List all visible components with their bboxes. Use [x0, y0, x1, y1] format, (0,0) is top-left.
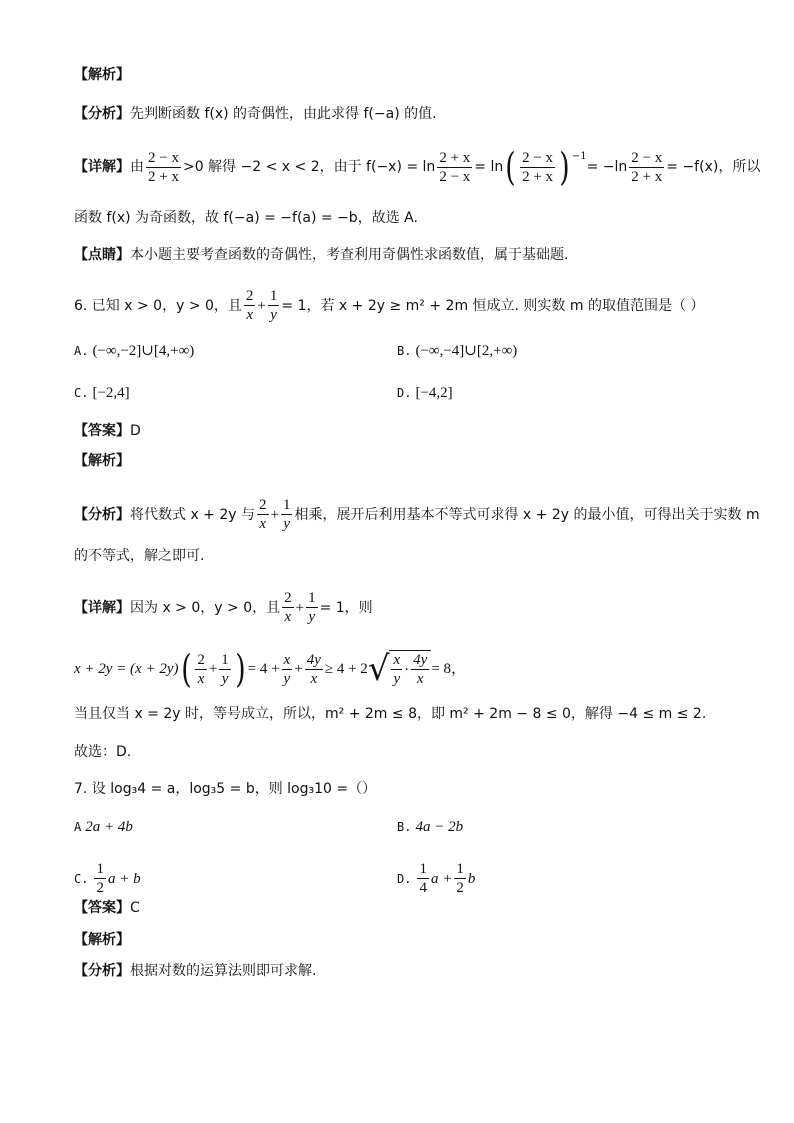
plus-sign: +	[270, 506, 279, 523]
detail-6-text-a: 因为 x > 0，y > 0，且	[130, 599, 281, 616]
fraction	[195, 651, 207, 688]
detail-6-line3	[74, 703, 706, 725]
option-label: C.	[74, 871, 89, 886]
fraction-den: y	[283, 670, 291, 687]
fraction	[146, 149, 181, 186]
answer-6	[74, 420, 141, 442]
option-6-d	[397, 382, 453, 404]
fraction-num: 2	[197, 651, 205, 668]
option-label: B.	[397, 820, 412, 834]
exponent: −1	[571, 151, 587, 162]
analysis-6-line1	[74, 496, 760, 533]
section-jiexi-6	[74, 450, 130, 472]
detail-5-text-c: = ln	[474, 159, 504, 175]
option-text: [−4,2]	[415, 385, 453, 401]
option-text: 4a − 2b	[415, 819, 464, 835]
detail-6-line1	[74, 589, 373, 626]
fraction	[257, 496, 269, 533]
fraction	[94, 860, 106, 897]
option-text-a: a +	[430, 870, 453, 887]
fraction-num: 4y	[306, 651, 321, 668]
analysis-6-text-b: 相乘，展开后利用基本不等式可求得 x + 2y 的最小值，可得出关于实数 m	[294, 506, 760, 523]
fraction-num: 2 − x	[522, 149, 554, 166]
left-paren: (	[505, 145, 516, 189]
fraction-den: 4	[419, 880, 427, 896]
option-7-d	[397, 860, 475, 897]
section-jiexi-5	[74, 64, 130, 86]
question-6-stem-a: 6. 已知 x > 0，y > 0，且	[74, 297, 242, 314]
tag-daan: 【答案】	[74, 423, 130, 439]
fraction-num: 2 − x	[631, 149, 663, 166]
plus-sign: +	[257, 297, 266, 314]
detail-6-text-b: = 1，则	[319, 599, 373, 616]
plus-sign: +	[294, 661, 303, 677]
analysis-6-text-a: 将代数式 x + 2y 与	[130, 506, 256, 523]
tag-jiexi: 【解析】	[74, 932, 130, 948]
fraction-num: 2	[245, 288, 254, 304]
option-text: [−2,4]	[92, 385, 130, 401]
fraction	[417, 860, 429, 897]
option-text: 2a + 4b	[85, 819, 133, 835]
fraction	[520, 149, 555, 186]
fraction	[629, 149, 664, 186]
answer-6-value: D	[130, 423, 141, 439]
fraction-num: 1	[269, 288, 278, 304]
option-label: A	[74, 820, 82, 834]
detail-5-text-e: = −f(x)，所以	[666, 159, 761, 175]
option-label: D.	[397, 386, 412, 400]
tag-fenxi: 【分析】	[74, 963, 130, 979]
choose-6-text: 故选：D.	[74, 744, 132, 760]
fraction-num: x	[283, 651, 291, 668]
fraction	[281, 496, 293, 533]
option-7-b	[397, 816, 463, 838]
fraction-den: 2 − x	[439, 168, 471, 185]
question-7-stem-text: 7. 设 log₃4 = a，log₃5 = b，则 log₃10 =（）	[74, 781, 377, 797]
fraction-num: 1	[221, 651, 229, 668]
choose-6	[74, 741, 131, 763]
plus-sign: +	[295, 599, 305, 616]
analysis-7-text: 根据对数的运算法则即可求解.	[130, 963, 317, 979]
analysis-5-text: 先判断函数 f(x) 的奇偶性，由此求得 f(−a) 的值.	[130, 106, 437, 122]
fraction-num: 1	[419, 861, 427, 877]
fraction-num: x	[393, 652, 401, 668]
fraction-den: 2 + x	[148, 168, 179, 185]
calc-text-d: = 8，	[431, 661, 467, 677]
radicand	[389, 650, 431, 688]
fraction-num: 4y	[413, 652, 428, 668]
question-6-stem-b: = 1，若 x + 2y ≥ m² + 2m 恒成立. 则实数 m 的取值范围是（ ）	[281, 297, 705, 314]
fraction-den: 2 + x	[631, 168, 663, 185]
tag-jiexi: 【解析】	[74, 453, 130, 469]
analysis-5	[74, 103, 437, 125]
detail-5-line2-text: 函数 f(x) 为奇函数，故 f(−a) = −f(a) = −b，故选 A.	[74, 210, 418, 226]
fraction-num: 1	[282, 497, 291, 513]
calc-text-c: ≥ 4 + 2	[324, 661, 368, 677]
fraction-den: x	[259, 516, 267, 532]
detail-5-line2	[74, 207, 418, 229]
left-paren: (	[180, 647, 192, 691]
fraction-den: 2 + x	[522, 168, 554, 185]
detail-5-text-d: = −ln	[586, 159, 628, 175]
radical-sign: √	[367, 649, 390, 689]
fraction	[454, 860, 466, 897]
fraction-num: 2	[284, 590, 292, 606]
option-label: B.	[397, 344, 412, 358]
option-text: a + b	[107, 870, 141, 887]
option-6-c	[74, 382, 130, 404]
fraction-num: 2 + x	[439, 149, 471, 166]
fraction-num: 1	[456, 861, 464, 877]
section-jiexi-7	[74, 929, 130, 951]
option-text-b: b	[467, 870, 476, 887]
question-6-stem	[74, 287, 704, 324]
option-label: A.	[74, 344, 89, 358]
fraction	[244, 287, 256, 324]
tag-daan: 【答案】	[74, 900, 130, 916]
fraction	[282, 651, 293, 688]
fraction	[305, 651, 323, 688]
fraction-den: x	[246, 307, 253, 323]
fraction-num: 2	[259, 497, 267, 513]
fraction-den: x	[284, 609, 292, 625]
fraction	[268, 287, 280, 324]
tag-xiangjie: 【详解】	[74, 599, 130, 616]
right-paren: )	[235, 647, 246, 691]
comment-5-text: 本小题主要考查函数的奇偶性，考查利用奇偶性求函数值，属于基础题.	[130, 247, 569, 263]
detail-5-line1	[74, 145, 761, 189]
question-7-stem	[74, 778, 376, 800]
tag-jiexi: 【解析】	[74, 67, 130, 83]
option-6-b	[397, 340, 517, 362]
fraction-den: x	[416, 671, 424, 687]
answer-7	[74, 897, 140, 919]
fraction-den: y	[270, 307, 277, 323]
right-paren: )	[559, 145, 570, 189]
fraction	[306, 589, 318, 626]
fraction-den: y	[221, 670, 229, 687]
tag-fenxi: 【分析】	[74, 106, 130, 122]
dot-sign: ·	[404, 661, 410, 678]
fraction-den: 2	[456, 880, 464, 896]
square-root	[368, 650, 432, 688]
calc-text-a: x + 2y = (x + 2y)	[74, 661, 179, 677]
answer-7-value: C	[130, 900, 140, 916]
tag-dianjing: 【点睛】	[74, 247, 130, 263]
fraction-num: 1	[96, 861, 104, 877]
fraction	[219, 651, 231, 688]
analysis-6-line2-text: 的不等式，解之即可.	[74, 548, 205, 564]
tag-xiangjie: 【详解】	[74, 159, 130, 175]
detail-5-text-b: >0 解得 −2 < x < 2，由于 f(−x) = ln	[182, 159, 436, 175]
fraction	[282, 589, 294, 626]
option-7-c	[74, 860, 141, 897]
fraction	[411, 651, 429, 688]
calc-text-b: = 4 +	[247, 661, 280, 677]
analysis-7	[74, 960, 316, 982]
fraction	[391, 651, 402, 688]
fraction-den: y	[393, 671, 401, 687]
comment-5	[74, 244, 568, 266]
option-6-a	[74, 340, 194, 362]
detail-6-line3-text: 当且仅当 x = 2y 时，等号成立，所以，m² + 2m ≤ 8，即 m² + 2m − 8 ≤ 0，解得 −4 ≤ m ≤ 2.	[74, 706, 707, 722]
detail-5-text-a: 由	[130, 159, 144, 175]
fraction-den: 2	[96, 880, 104, 896]
fraction-num: 1	[308, 590, 316, 606]
option-text: (−∞,−4]∪[2,+∞)	[415, 343, 518, 359]
fraction-den: y	[308, 609, 316, 625]
fraction-den: x	[197, 670, 205, 687]
option-label: C.	[74, 386, 89, 400]
plus-sign: +	[208, 661, 218, 677]
fraction-den: x	[310, 670, 318, 687]
detail-6-calc	[74, 647, 467, 691]
option-label: D.	[397, 871, 412, 886]
tag-fenxi: 【分析】	[74, 506, 130, 523]
fraction-num: 2 − x	[148, 149, 179, 166]
fraction-den: y	[283, 516, 291, 532]
option-text: (−∞,−2]∪[4,+∞)	[92, 343, 195, 359]
analysis-6-line2	[74, 545, 204, 567]
fraction	[437, 149, 472, 186]
option-7-a	[74, 816, 133, 838]
